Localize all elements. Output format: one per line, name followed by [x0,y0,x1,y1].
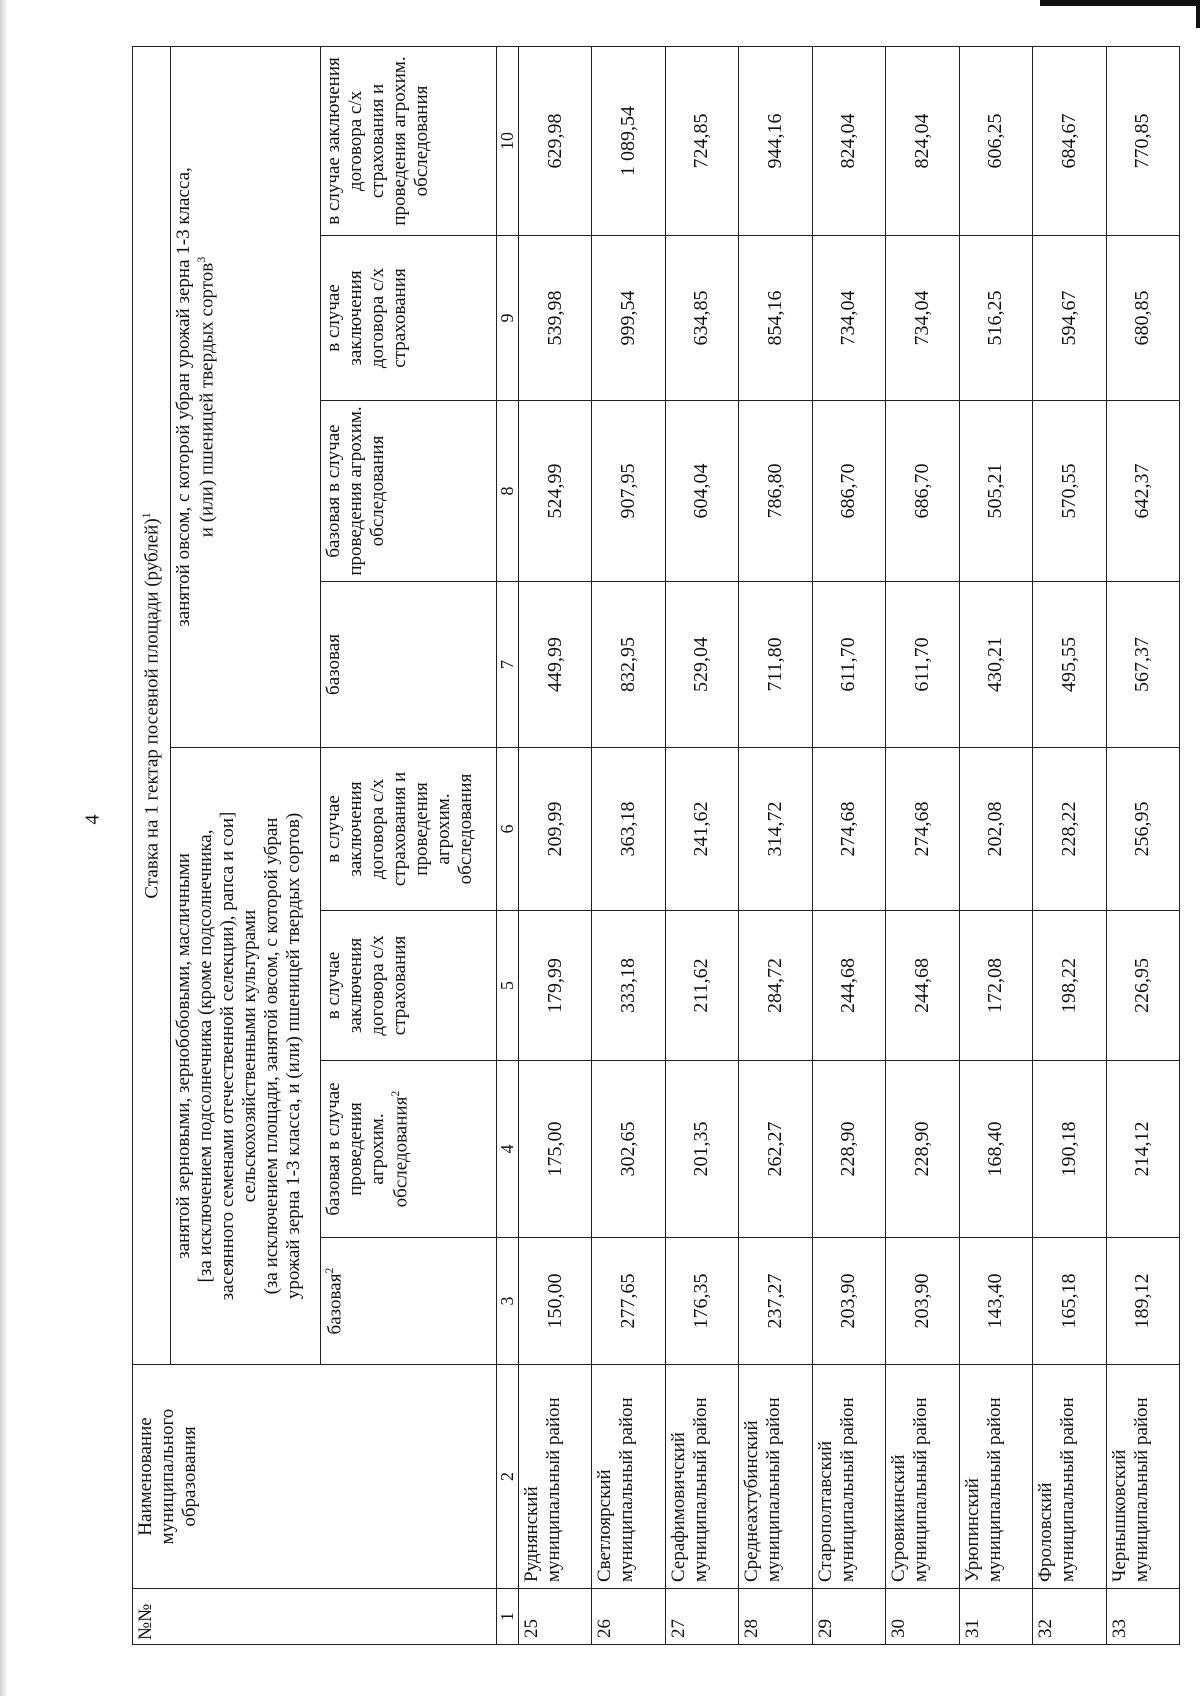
municipality-name [886,1365,959,1589]
municipality-name [592,1365,665,1589]
rate-cell-col6: 256,95 [1106,748,1180,911]
municipality-name-line2: муниципальный район [1057,1397,1079,1582]
rate-cell-col4: 175,00 [518,1061,591,1238]
header-municipality: Наименование муниципального образования [133,1365,497,1589]
municipality-name-line2: муниципальный район [542,1397,564,1582]
rate-cell-col3: 176,35 [665,1238,738,1365]
rate-cell-col9: 594,67 [1033,236,1106,401]
rate-cell-col3: 237,27 [739,1238,812,1365]
footnote-1: 1 [138,512,153,519]
row-number: 32 [1033,1589,1106,1645]
rate-cell-col5: 172,08 [959,911,1032,1061]
rate-cell-col9: 634,85 [665,236,738,401]
scan-corner-mark [1040,0,1200,6]
rate-cell-col9: 516,25 [959,236,1032,401]
table-row [886,46,959,1644]
municipality-name-line2: муниципальный район [1130,1397,1152,1582]
header-group-grain [171,748,321,1365]
rate-cell-col9: 734,04 [812,236,885,401]
header-col-9: в случае заключения договора с/х страхования [321,236,497,401]
rate-cell-col10: 824,04 [886,46,959,235]
rate-cell-col4: 168,40 [959,1061,1032,1238]
header-group-oats-line1: занятой овсом, с которой убран урожай зерна 1-3 класса, [173,167,194,627]
rate-cell-col5: 244,68 [812,911,885,1061]
table-row [812,46,885,1644]
rate-cell-col5: 284,72 [739,911,812,1061]
rate-cell-col4: 228,90 [886,1061,959,1238]
rate-cell-col10: 684,67 [1033,46,1106,235]
rate-cell-col3: 150,00 [518,1238,591,1365]
municipality-name [739,1365,812,1589]
municipality-name [812,1365,885,1589]
header-group-grain-line2: [за исключением подсолнечника (кроме подсолнечника, [195,829,217,1283]
rate-cell-col4: 190,18 [1033,1061,1106,1238]
rate-cell-col5: 198,22 [1033,911,1106,1061]
rate-cell-col6: 209,99 [518,748,591,911]
row-number: 28 [739,1589,812,1645]
rate-cell-col8: 686,70 [886,401,959,582]
municipality-name [665,1365,738,1589]
header-rate [133,46,171,1364]
header-col-10: в случае заключения договора с/х страхования и проведения агрохим. обследования [321,46,497,235]
rate-cell-col10: 606,25 [959,46,1032,235]
table-row [959,46,1032,1644]
rate-cell-col7: 611,70 [886,582,959,748]
rate-cell-col7: 711,80 [739,582,812,748]
municipality-name-line2: муниципальный район [910,1397,932,1582]
municipality-name-line1: Чернышковский [1108,1449,1130,1582]
row-number: 29 [812,1589,885,1645]
municipality-name-line1: Урюпинский [961,1478,983,1582]
column-index: 10 [497,46,519,235]
rate-cell-col7: 495,55 [1033,582,1106,748]
rate-cell-col10: 770,85 [1106,46,1180,235]
rate-cell-col4: 262,27 [739,1061,812,1238]
header-col-6: в случае заключения договора с/х страхования и проведения агрохим. обследования [321,748,497,911]
municipality-name [1033,1365,1106,1589]
header-group-grain-line1: занятой зерновыми, зернобобовыми, масличными [173,853,194,1259]
rate-cell-col7: 832,95 [592,582,665,748]
municipality-name [1106,1365,1180,1589]
rate-cell-col8: 686,70 [812,401,885,582]
rate-cell-col10: 629,98 [518,46,591,235]
rate-cell-col8: 604,04 [665,401,738,582]
rate-cell-col4: 302,65 [592,1061,665,1238]
column-index: 2 [497,1365,519,1589]
rate-cell-col3: 277,65 [592,1238,665,1365]
footnote-3: 3 [194,256,209,263]
row-number: 26 [592,1589,665,1645]
rate-cell-col3: 165,18 [1033,1238,1106,1365]
rotated-table-wrapper [132,47,1180,1645]
header-group-grain-line6: урожай зерна 1-3 класса, и (или) пшеницей твердых сортов) [283,812,305,1300]
header-col-7: базовая [321,582,497,748]
rate-cell-col5: 211,62 [665,911,738,1061]
rate-cell-col4: 228,90 [812,1061,885,1238]
header-group-oats-line2 [195,51,218,743]
rate-cell-col5: 333,18 [592,911,665,1061]
header-group-grain-line3: засеянного семенами отечественной селекции), рапса и сои] [217,811,239,1301]
rate-cell-col7: 567,37 [1106,582,1180,748]
header-col-4-text: базовая в случае проведения агрохим. обследования [323,1082,412,1216]
row-number: 25 [518,1589,591,1645]
header-number: №№ [133,1589,497,1645]
footnote-2-col3: 2 [322,1267,336,1274]
rate-cell-col8: 642,37 [1106,401,1180,582]
scan-corner-mark-vertical [1196,0,1200,28]
column-index: 9 [497,236,519,401]
rate-cell-col7: 529,04 [665,582,738,748]
rate-cell-col6: 202,08 [959,748,1032,911]
municipality-name-line1: Среднеахтубинский [741,1420,763,1582]
rate-cell-col4: 214,12 [1106,1061,1180,1238]
rate-cell-col7: 430,21 [959,582,1032,748]
header-col-3 [321,1238,497,1365]
municipality-name-line1: Светлоярский [594,1469,616,1582]
rate-cell-col3: 203,90 [886,1238,959,1365]
header-group-grain-line5: (за исключением площади, занятой овсом, с которой убран [261,817,283,1295]
row-number: 33 [1106,1589,1180,1645]
table-row [665,46,738,1644]
rate-cell-col4: 201,35 [665,1061,738,1238]
municipality-name-line2: муниципальный район [763,1397,785,1582]
rate-cell-col8: 524,99 [518,401,591,582]
rate-cell-col6: 363,18 [592,748,665,911]
row-number: 31 [959,1589,1032,1645]
rate-cell-col10: 824,04 [812,46,885,235]
rate-cell-col10: 1 089,54 [592,46,665,235]
rate-cell-col6: 274,68 [886,748,959,911]
column-index: 4 [497,1061,519,1238]
rate-cell-col6: 274,68 [812,748,885,911]
municipality-name-line2: муниципальный район [983,1397,1005,1582]
rate-cell-col8: 570,55 [1033,401,1106,582]
rate-cell-col8: 786,80 [739,401,812,582]
table-row [1033,46,1106,1644]
municipality-name-line2: муниципальный район [689,1397,711,1582]
page-number: 4 [81,814,104,825]
column-index: 6 [497,748,519,911]
rate-cell-col5: 226,95 [1106,911,1180,1061]
municipality-name [518,1365,591,1589]
header-col-4 [321,1061,497,1238]
rate-cell-col9: 680,85 [1106,236,1180,401]
municipality-name-line1: Руднянский [520,1486,542,1582]
header-rate-text: Ставка на 1 гектар посевной площади (рублей) [141,518,163,899]
header-col-8: базовая в случае проведения агрохим. обследования [321,401,497,582]
rate-cell-col9: 854,16 [739,236,812,401]
rate-cell-col7: 611,70 [812,582,885,748]
column-index: 1 [497,1589,519,1645]
municipality-name-line2: муниципальный район [836,1397,858,1582]
footnote-2-col4: 2 [388,1090,403,1097]
rate-cell-col9: 999,54 [592,236,665,401]
rate-cell-col3: 203,90 [812,1238,885,1365]
rate-cell-col6: 228,22 [1033,748,1106,911]
column-index: 3 [497,1238,519,1365]
column-index: 8 [497,401,519,582]
table-row [592,46,665,1644]
municipality-name-line1: Серафимовичский [667,1432,689,1582]
rate-cell-col8: 505,21 [959,401,1032,582]
scan-left-edge [0,0,8,1696]
rate-cell-col3: 189,12 [1106,1238,1180,1365]
rate-cell-col9: 539,98 [518,236,591,401]
rate-cell-col3: 143,40 [959,1238,1032,1365]
table-row [1106,46,1180,1644]
header-group-oats-line2-text: и (или) пшеницей твердых сортов [196,262,218,538]
rate-cell-col8: 907,95 [592,401,665,582]
table-row [739,46,812,1644]
rate-cell-col9: 734,04 [886,236,959,401]
header-group-oats [171,46,321,747]
municipality-name-line1: Старополтавский [814,1440,836,1582]
column-index: 5 [497,911,519,1061]
header-col-3-text: базовая [324,1273,346,1335]
rate-cell-col10: 944,16 [739,46,812,235]
rate-cell-col5: 179,99 [518,911,591,1061]
table-row [518,46,591,1644]
column-index: 7 [497,582,519,748]
municipality-name [959,1365,1032,1589]
municipality-name-line1: Фроловский [1035,1482,1057,1582]
rate-cell-col6: 241,62 [665,748,738,911]
rates-table [132,46,1180,1645]
rate-cell-col5: 244,68 [886,911,959,1061]
header-col-5: в случае заключения договора с/х страхования [321,911,497,1061]
rate-cell-col10: 724,85 [665,46,738,235]
municipality-name-line2: муниципальный район [616,1397,638,1582]
row-number: 27 [665,1589,738,1645]
rate-cell-col6: 314,72 [739,748,812,911]
header-group-grain-line4: сельскохозяйственными культурами [239,909,261,1203]
column-index-row [497,46,519,1644]
row-number: 30 [886,1589,959,1645]
municipality-name-line1: Суровикинский [888,1454,910,1582]
rate-cell-col7: 449,99 [518,582,591,748]
